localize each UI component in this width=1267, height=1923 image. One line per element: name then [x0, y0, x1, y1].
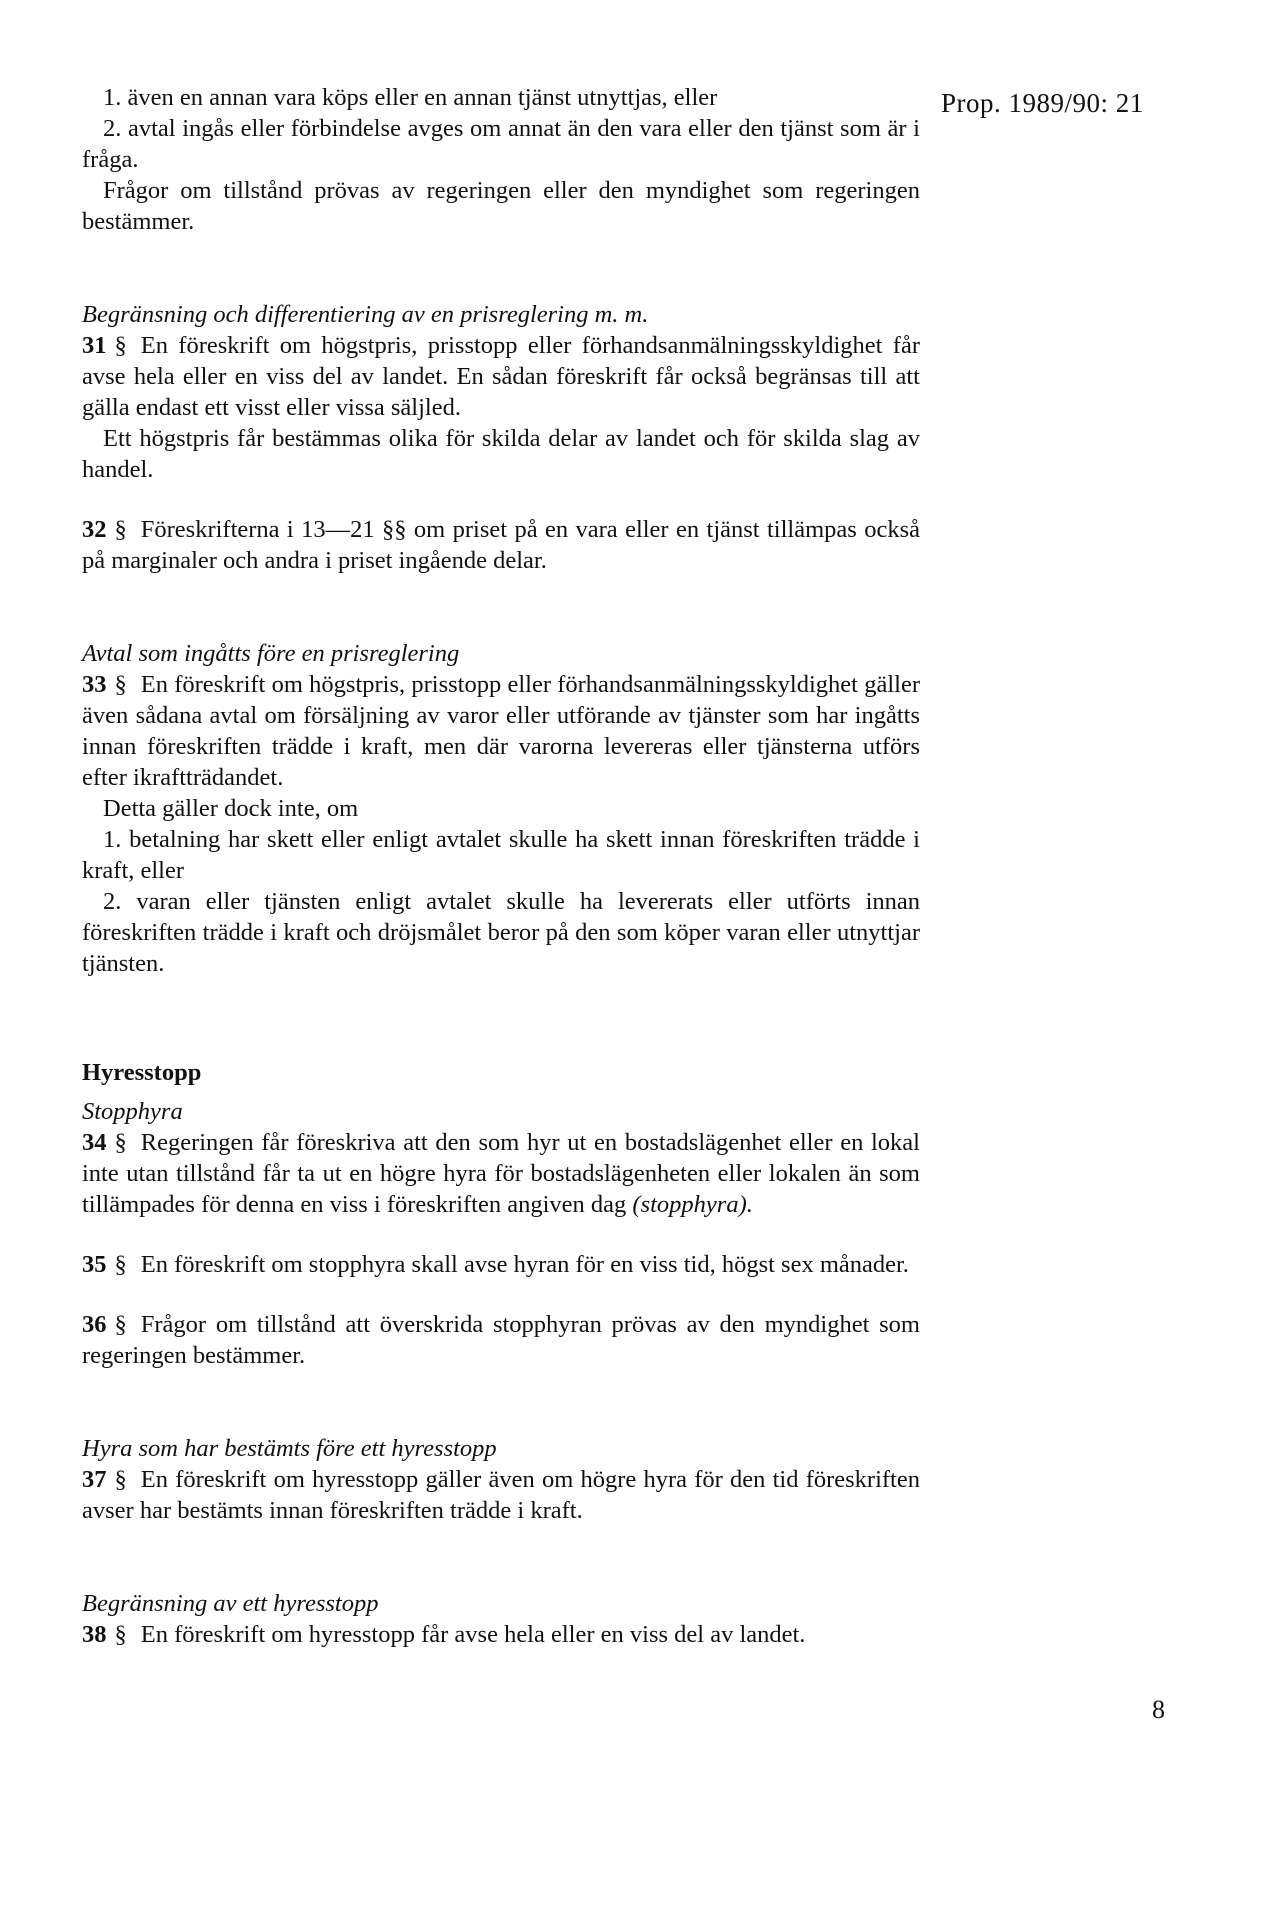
paragraph-31 — [82, 330, 920, 423]
paragraph-number: 32 — [82, 516, 107, 543]
section-heading-avtal: Avtal som ingåtts före en prisreglering — [82, 640, 460, 667]
section-sign: § — [114, 671, 127, 698]
paragraph-number: 34 — [82, 1129, 107, 1156]
section-sign: § — [114, 1251, 127, 1278]
section-heading-begransning: Begränsning och differentiering av en prisreglering m. m. — [82, 301, 649, 328]
paragraph-number: 37 — [82, 1466, 107, 1493]
section-heading-hyresstopp: Hyresstopp — [82, 1059, 202, 1086]
paragraph-text: Frågor om tillstånd att överskrida stopphyran prövas av den myndighet som regeringen bestämmer. — [82, 1311, 920, 1369]
paragraph-number: 31 — [82, 332, 107, 359]
paragraph-38 — [82, 1619, 920, 1650]
subsection-heading-stopphyra: Stopphyra — [82, 1098, 183, 1125]
defined-term: (stopphyra). — [632, 1191, 753, 1218]
paragraph-text: En föreskrift om stopphyra skall avse hyran för en viss tid, högst sex månader. — [140, 1251, 909, 1278]
section-sign: § — [114, 1311, 127, 1338]
paragraph-text: En föreskrift om högstpris, prisstopp eller förhandsanmälningsskyldighet gäller även sådana avtal om försäljning av varor eller utförande av tjänster som har ingåtts innan föreskriften trädde i kraft, men där varorna levereras eller tjänsterna utförs efter ikraftträdandet. — [82, 671, 920, 791]
paragraph-text: En föreskrift om högstpris, prisstopp eller förhandsanmälningsskyldighet får avse hela eller en viss del av landet. En sådan föreskrift får också begränsas till att gälla endast ett visst eller vissa säljled. — [82, 332, 920, 421]
paragraph-text: En föreskrift om hyresstopp gäller även om högre hyra för den tid föreskriften avser har bestämts innan föreskriften trädde i kraft. — [82, 1466, 920, 1524]
document-body — [82, 82, 920, 1650]
paragraph-text: En föreskrift om hyresstopp får avse hela eller en viss del av landet. — [140, 1621, 806, 1648]
paragraph-text: Regeringen får föreskriva att den som hyr ut en bostadslägenhet eller en lokal inte utan tillstånd får ta ut en högre hyra för bostadslägenheten eller lokalen än som tillämpades för denna en viss i föreskriften angiven dag — [82, 1129, 920, 1218]
paragraph-number: 35 — [82, 1251, 107, 1278]
intro-paragraph: Frågor om tillstånd prövas av regeringen eller den myndighet som regeringen bestämmer. — [82, 177, 920, 235]
section-sign: § — [114, 332, 127, 359]
paragraph-36 — [82, 1309, 920, 1371]
section-heading-begransning-hyresstopp: Begränsning av ett hyresstopp — [82, 1590, 379, 1617]
paragraph-33-second: Detta gäller dock inte, om — [103, 795, 359, 822]
paragraph-number: 38 — [82, 1621, 107, 1648]
paragraph-number: 36 — [82, 1311, 107, 1338]
paragraph-33-item-1: 1. betalning har skett eller enligt avtalet skulle ha skett innan föreskriften trädde i kraft, eller — [82, 826, 920, 884]
paragraph-text: Föreskrifterna i 13—21 §§ om priset på en vara eller en tjänst tillämpas också på marginaler och andra i priset ingående delar. — [82, 516, 920, 574]
section-sign: § — [114, 1466, 127, 1493]
paragraph-32 — [82, 514, 920, 576]
paragraph-33 — [82, 669, 920, 793]
section-heading-hyra: Hyra som har bestämts före ett hyresstopp — [82, 1435, 497, 1462]
paragraph-35 — [82, 1249, 920, 1280]
intro-list-item-2: 2. avtal ingås eller förbindelse avges om annat än den vara eller den tjänst som är i fråga. — [82, 115, 920, 173]
section-sign: § — [114, 1129, 127, 1156]
paragraph-37 — [82, 1464, 920, 1526]
page-reference: Prop. 1989/90: 21 — [941, 88, 1144, 118]
section-sign: § — [114, 1621, 127, 1648]
section-sign: § — [114, 516, 127, 543]
paragraph-34 — [82, 1127, 920, 1220]
paragraph-33-item-2: 2. varan eller tjänsten enligt avtalet skulle ha levererats eller utförts innan föreskriften trädde i kraft och dröjsmålet beror på den som köper varan eller utnyttjar tjänsten. — [82, 888, 920, 977]
paragraph-number: 33 — [82, 671, 107, 698]
paragraph-31-second: Ett högstpris får bestämmas olika för skilda delar av landet och för skilda slag av handel. — [82, 425, 920, 483]
intro-list-item-1: 1. även en annan vara köps eller en annan tjänst utnyttjas, eller — [103, 84, 718, 111]
page-number: 8 — [1152, 1695, 1165, 1724]
